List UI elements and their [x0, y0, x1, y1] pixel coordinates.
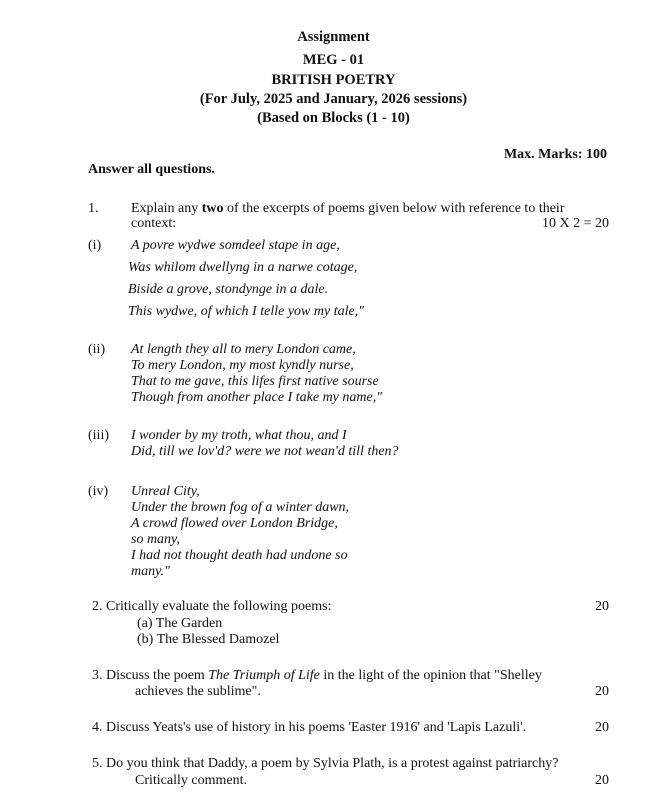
q1-text-line2: context:	[131, 216, 177, 231]
instruction: Answer all questions.	[88, 162, 215, 177]
excerpt-line: At length they all to mery London came,	[131, 342, 356, 357]
excerpt-line: To mery London, my most kyndly nurse,	[131, 358, 354, 373]
q3-poem-title: The Triumph of Life	[208, 668, 320, 683]
q4-text: 4. Discuss Yeats's use of history in his poems 'Easter 1916' and 'Lapis Lazuli'.	[92, 720, 527, 735]
q1-number: 1.	[88, 201, 99, 216]
excerpt-line: A povre wydwe somdeel stape in age,	[131, 238, 340, 253]
q3-marks: 20	[595, 684, 609, 699]
q1-text-bold: two	[201, 201, 224, 216]
q2-marks: 20	[595, 599, 609, 614]
excerpt-line: I had not thought death had undone so	[131, 548, 348, 563]
q1-marks: 10 X 2 = 20	[541, 216, 609, 231]
q2-option-b: (b) The Blessed Damozel	[137, 632, 280, 647]
excerpt-line: A crowd flowed over London Bridge,	[131, 516, 338, 531]
excerpt-label: (iv)	[88, 484, 109, 499]
excerpt-label: (ii)	[88, 342, 106, 357]
course-title: BRITISH POETRY	[271, 72, 396, 88]
sessions-line: (For July, 2025 and January, 2026 sessions)	[199, 91, 468, 107]
max-marks: Max. Marks: 100	[503, 147, 607, 162]
excerpt-line: Did, till we lov'd? were we not wean'd till then?	[131, 444, 399, 459]
excerpt-line: Biside a grove, stondynge in a dale.	[128, 282, 329, 297]
excerpt-label: (i)	[88, 238, 102, 253]
excerpt-line: That to me gave, this lifes first native sourse	[131, 374, 379, 389]
q3-text-pre: 3. Discuss the poem	[92, 668, 209, 683]
q4-marks: 20	[595, 720, 609, 735]
excerpt-label: (iii)	[88, 428, 109, 443]
excerpt-line: many."	[131, 564, 170, 579]
q5-marks: 20	[595, 773, 609, 788]
course-code: MEG - 01	[302, 52, 365, 68]
excerpt-line: Was whilom dwellyng in a narwe cotage,	[128, 260, 358, 275]
q1-text-pre: Explain any	[131, 201, 202, 216]
blocks-line: (Based on Blocks (1 - 10)	[257, 110, 410, 126]
q3-text-line2: achieves the sublime".	[135, 684, 261, 699]
excerpt-line: Though from another place I take my name,"	[131, 390, 383, 405]
q1-text	[131, 201, 564, 217]
excerpt-line: Under the brown fog of a winter dawn,	[131, 500, 350, 515]
assignment-heading: Assignment	[297, 29, 370, 45]
q3-text	[92, 668, 542, 684]
q3-text-post: in the light of the opinion that "Shelley	[319, 668, 542, 683]
excerpt-line: I wonder by my troth, what thou, and I	[131, 428, 347, 443]
excerpt-line: so many,	[131, 532, 180, 547]
q5-text: 5. Do you think that Daddy, a poem by Sylvia Plath, is a protest against patriarchy?	[92, 756, 559, 771]
excerpt-line: Unreal City,	[131, 484, 200, 499]
q2-text: 2. Critically evaluate the following poems:	[92, 599, 332, 614]
q2-option-a: (a) The Garden	[137, 616, 223, 631]
excerpt-line: This wydwe, of which I telle yow my tale,"	[128, 304, 365, 319]
q1-text-post: of the excerpts of poems given below with reference to their	[223, 201, 565, 216]
q5-text-line2: Critically comment.	[135, 773, 247, 788]
